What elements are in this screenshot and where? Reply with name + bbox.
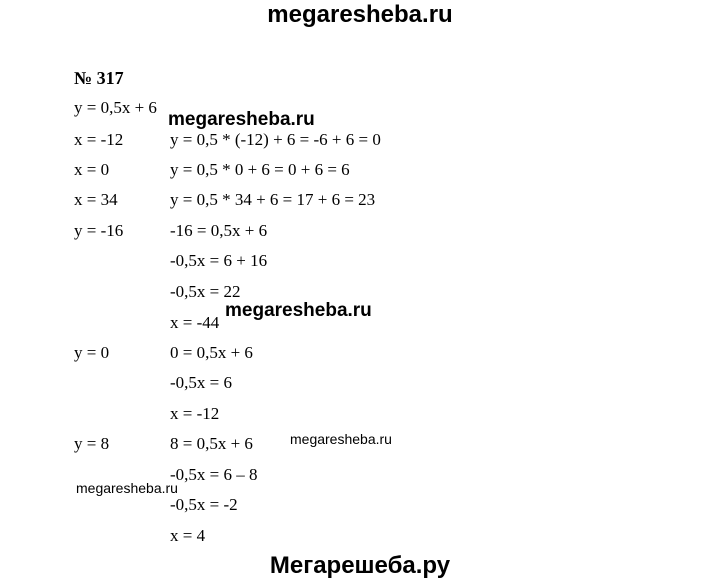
watermark: megaresheba.ru xyxy=(76,480,178,496)
row-solution: y = 0,5 * (-12) + 6 = -6 + 6 = 0 xyxy=(170,130,381,149)
watermark: megaresheba.ru xyxy=(290,431,392,447)
problem-number: № 317 xyxy=(74,68,124,88)
row-solution: 8 = 0,5x + 6 xyxy=(170,434,253,453)
row-solution: x = -44 xyxy=(170,313,220,332)
row-condition: x = 34 xyxy=(74,190,118,209)
site-footer: Мегарешеба.ру xyxy=(269,552,451,579)
row-condition: y = -16 xyxy=(74,221,124,240)
row-solution: -0,5x = 6 – 8 xyxy=(170,465,258,484)
row-solution: 0 = 0,5x + 6 xyxy=(170,343,253,362)
row-solution: -16 = 0,5x + 6 xyxy=(170,221,268,240)
watermark: megaresheba.ru xyxy=(168,109,315,130)
row-solution: y = 0,5 * 0 + 6 = 0 + 6 = 6 xyxy=(170,160,350,179)
row-condition: y = 8 xyxy=(74,434,110,453)
function-definition: y = 0,5x + 6 xyxy=(74,98,157,117)
row-condition: x = 0 xyxy=(74,160,110,179)
row-condition: y = 0 xyxy=(74,343,110,362)
row-solution: x = 4 xyxy=(170,526,206,545)
site-header: megaresheba.ru xyxy=(267,1,453,28)
row-solution: -0,5x = 6 + 16 xyxy=(170,251,268,270)
row-condition: x = -12 xyxy=(74,130,124,149)
row-solution: -0,5x = 6 xyxy=(170,373,232,392)
watermark: megaresheba.ru xyxy=(225,300,372,321)
row-solution: x = -12 xyxy=(170,404,220,423)
row-solution: y = 0,5 * 34 + 6 = 17 + 6 = 23 xyxy=(170,190,376,209)
row-solution: -0,5x = -2 xyxy=(170,495,238,514)
row-solution: -0,5x = 22 xyxy=(170,282,241,301)
